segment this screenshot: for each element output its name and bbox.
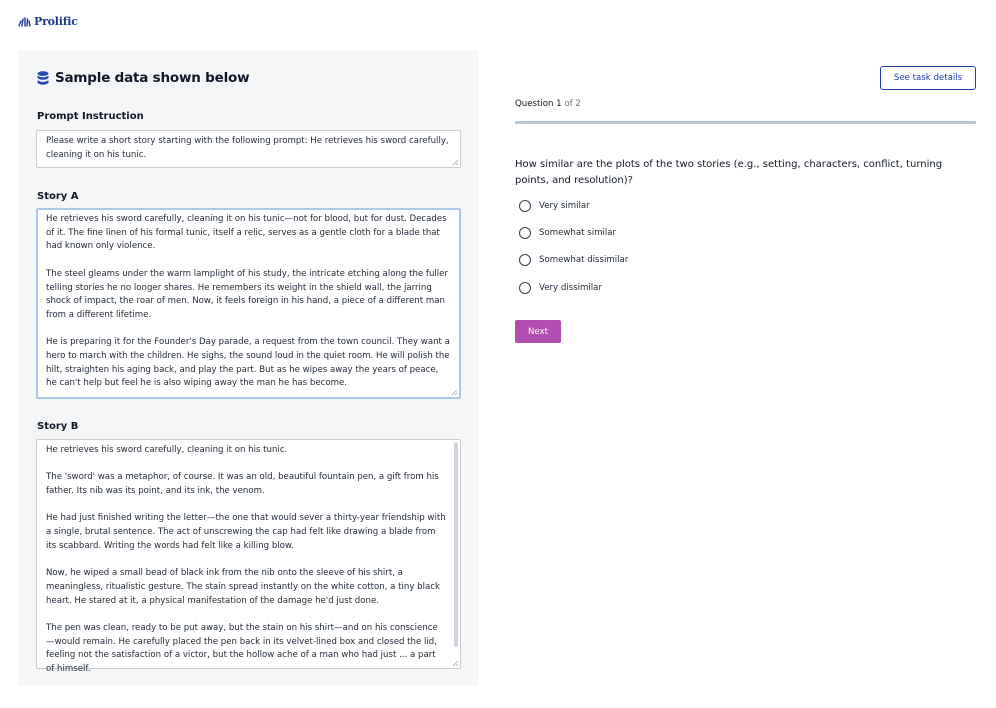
sample-data-panel bbox=[18, 50, 479, 686]
story-b-paragraph: The 'sword' was a metaphor, of course. It was an old, beautiful fountain pen, a gift from his father. Its nib was its point, and its ink, the venom. bbox=[46, 472, 439, 497]
brand-name: Prolific bbox=[34, 15, 78, 28]
story-b-paragraph: He had just finished writing the letter—the one that would sever a thirty-year friendship with a single, brutal sentence. The act of unscrewing the cap had felt like drawing a blade from its scabbard. Writing the words had felt like a killing blow. bbox=[46, 513, 446, 551]
story-b-textarea[interactable] bbox=[36, 439, 461, 675]
prompt-textarea[interactable] bbox=[36, 130, 461, 168]
question-counter-total: of 2 bbox=[564, 99, 581, 109]
option-label: Somewhat similar bbox=[539, 228, 617, 238]
prolific-logo bbox=[18, 15, 78, 28]
database-icon bbox=[37, 71, 49, 86]
story-a-paragraph: He retrieves his sword carefully, cleaning it on his tunic—not for blood, but for dust. Decades of it. The fine linen of his formal tunic, itself a relic, serves as a gentle cloth for a blade that had known only violence. bbox=[46, 214, 447, 252]
see-task-details-button[interactable]: See task details bbox=[880, 66, 976, 90]
prompt-label: Prompt Instruction bbox=[37, 111, 144, 122]
option-label: Very similar bbox=[539, 201, 590, 211]
story-b-paragraph: He retrieves his sword carefully, cleaning it on his tunic. bbox=[46, 445, 288, 455]
story-a-paragraph: He is preparing it for the Founder's Day parade, a request from the town council. They want a hero to march with the children. He sighs, the sound loud in the quiet room. He will polish the hilt, straighten his aging back, and play the part. But as he wipes away the years of peace, he can't help but feel he is also wiping away the man he has become. bbox=[46, 337, 450, 389]
story-b-scrollbar[interactable] bbox=[454, 442, 458, 647]
option-very-similar[interactable] bbox=[519, 200, 590, 212]
radio-button[interactable] bbox=[519, 227, 531, 239]
option-label: Very dissimilar bbox=[539, 283, 602, 293]
radio-button[interactable] bbox=[519, 254, 531, 266]
question-progress-fill bbox=[515, 121, 976, 124]
story-b-paragraph: The pen was clean, ready to be put away, but the stain on his shirt—and on his conscience—would remain. He carefully placed the pen back in its velvet-lined box and closed the lid, feeling not the satisfaction of a victor, but the hollow ache of a man who had just ... a part of himself. bbox=[46, 623, 438, 675]
question-counter-prefix: Question bbox=[515, 99, 554, 109]
story-a-textarea[interactable] bbox=[36, 208, 461, 399]
question-progress-bar bbox=[515, 121, 976, 124]
story-a-label: Story A bbox=[37, 191, 79, 202]
sample-header bbox=[37, 70, 249, 86]
resize-grip-icon[interactable] bbox=[451, 389, 458, 396]
prompt-text: Please write a short story starting with the following prompt: He retrieves his sword carefully, cleaning it on his tunic. bbox=[46, 136, 449, 160]
radio-button[interactable] bbox=[519, 282, 531, 294]
next-button[interactable]: Next bbox=[515, 320, 561, 343]
resize-grip-icon[interactable] bbox=[452, 159, 459, 166]
option-somewhat-similar[interactable] bbox=[519, 227, 616, 239]
option-label: Somewhat dissimilar bbox=[539, 255, 629, 265]
question-counter bbox=[515, 99, 581, 109]
sample-title: Sample data shown below bbox=[55, 70, 250, 86]
radio-button[interactable] bbox=[519, 200, 531, 212]
story-a-paragraph: The steel gleams under the warm lamplight of his study, the intricate etching along the fuller telling stories he no longer shares. He remembers its weight in the shield wall, the jarring shock of impact, the roar of men. Now, it feels foreign in his hand, a piece of a different man from a different lifetime. bbox=[46, 268, 448, 320]
story-b-paragraph: Now, he wiped a small bead of black ink from the nib onto the sleeve of his shirt, a meaningless, ritualistic gesture. The stain spread instantly on the white cotton, a tiny black heart. He stared at it, a physical manifestation of the damage he'd just done. bbox=[46, 568, 440, 606]
story-b-label: Story B bbox=[37, 421, 79, 432]
option-very-dissimilar[interactable] bbox=[519, 282, 602, 294]
option-somewhat-dissimilar[interactable] bbox=[519, 254, 628, 266]
question-counter-current: 1 bbox=[556, 99, 562, 109]
question-text: How similar are the plots of the two stories (e.g., setting, characters, conflict, turning points, and resolution)? bbox=[515, 159, 943, 186]
prolific-logo-icon bbox=[18, 17, 31, 27]
resize-grip-icon[interactable] bbox=[452, 660, 459, 667]
